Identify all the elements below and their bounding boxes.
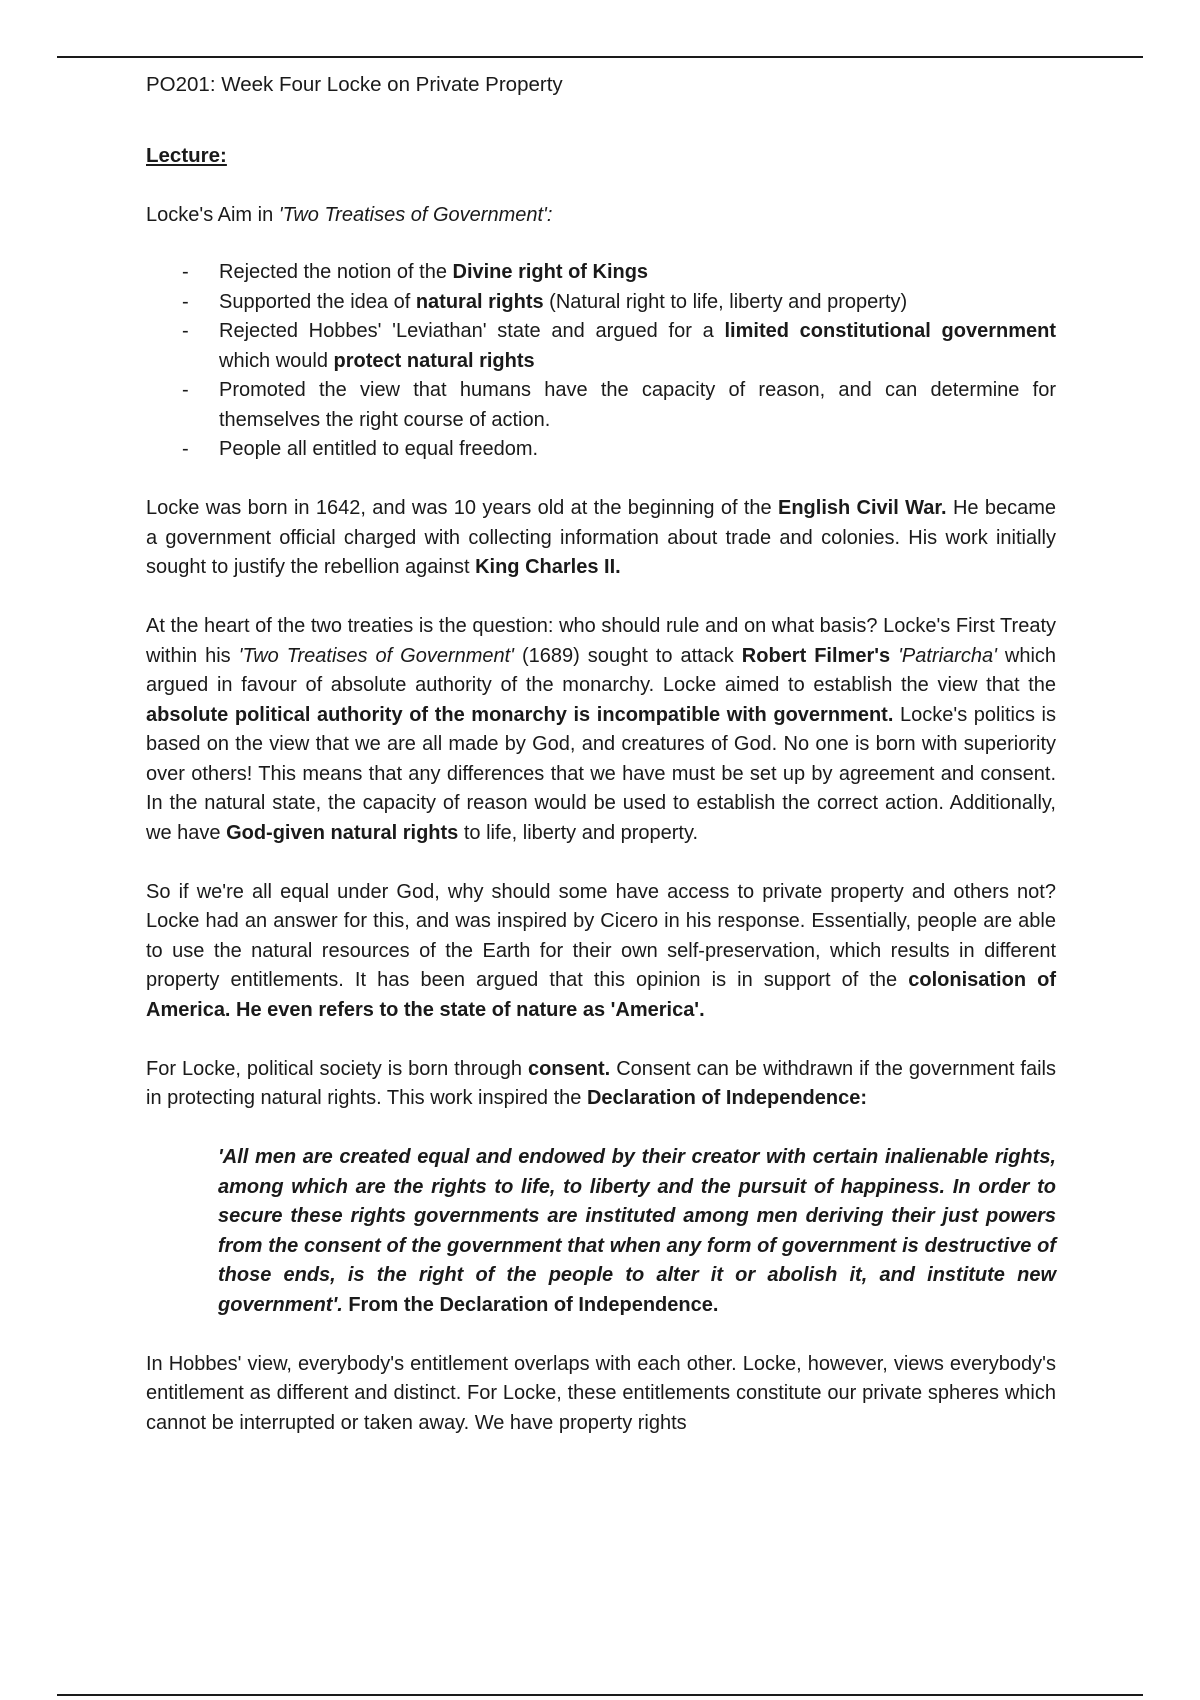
text-run: Locke's politics is based on the view that we are all made by God, and creatures of God. No one is born with superiority over others! This means that any differences that we have must be set up by agreement and consent. In the natural state, the capacity of reason would be used to establish the correct action. Additionally, we have <box>146 703 1056 844</box>
aim-work-title: 'Two Treatises of Government': <box>278 204 553 226</box>
emphasis-text: limited constitutional government <box>724 320 1056 342</box>
text-run: Locke was born in 1642, and was 10 years old at the beginning of the <box>146 497 778 519</box>
dash-bullet: - <box>182 438 189 460</box>
text-run: In Hobbes' view, everybody's entitlement overlaps with each other. Locke, however, views everybody's entitlement as different and distinct. For Locke, these entitlements constitute our private spheres which cannot be interrupted or taken away. We have property rights <box>146 1352 1056 1434</box>
aims-list-item <box>146 288 1056 318</box>
aims-list-item-text <box>219 320 1056 372</box>
paragraph-consent <box>146 1055 1056 1114</box>
text-run: Promoted the view that humans have the capacity of reason, and can determine for themselves the right course of action. <box>219 379 1056 431</box>
italic-text: 'All men are created equal and endowed by their creator with certain inalienable rights, among which are the rights to life, to liberty and the pursuit of happiness. In order to secure these rights governments are instituted among men deriving their just powers from the consent of the government that when any form of government is destructive of those ends, is the right of the people to alter it or abolish it, and institute new government'. <box>218 1146 1056 1316</box>
aims-list-item-text <box>219 379 1056 431</box>
emphasis-text: consent. <box>527 1057 611 1080</box>
text-run: Rejected the notion of the <box>219 261 453 283</box>
dash-bullet: - <box>182 379 189 401</box>
paragraph-equality <box>146 878 1056 1026</box>
paragraph-two-treatises <box>146 612 1056 848</box>
declaration-quote <box>218 1143 1056 1320</box>
text-run: So if we're all equal under God, why should some have access to private property and others not? Locke had an answer for this, and was inspired by Cicero in his response. Essentially, people are able to use the natural resources of the Earth for their own self-preservation, which results in different property entitlements. It has been argued that this opinion is in support of the <box>146 880 1056 991</box>
dash-bullet: - <box>182 320 189 342</box>
document-title: PO201: Week Four Locke on Private Property <box>146 73 563 96</box>
aims-list-item <box>146 317 1056 376</box>
aims-list-item-text <box>219 261 648 283</box>
emphasis-text: King Charles II. <box>475 556 621 578</box>
text-run: Supported the idea of <box>219 290 416 313</box>
emphasis-text: God-given natural rights <box>226 821 459 844</box>
italic-text: 'Two Treatises of Government' <box>238 644 515 667</box>
text-run: People all entitled to equal freedom. <box>219 438 539 460</box>
text-run: which argued in favour of absolute authority of the monarchy. Locke aimed to establish the view that the <box>146 644 1057 696</box>
text-run: At the heart of the two treaties is the question: who should rule and on what basis? Locke's First Treaty within his <box>146 615 1056 667</box>
aims-list-item <box>146 376 1056 435</box>
text-run: (Natural right to life, liberty and property) <box>543 290 908 313</box>
aim-line <box>146 200 1056 230</box>
aims-list-item <box>146 258 1056 288</box>
section-heading: Lecture: <box>146 144 227 167</box>
emphasis-text: protect natural rights <box>333 349 535 372</box>
aim-lead: Locke's Aim in <box>146 204 279 226</box>
dash-bullet: - <box>182 261 189 283</box>
text-run: For Locke, political society is born through <box>146 1057 528 1080</box>
paragraph-birth <box>146 494 1056 583</box>
emphasis-text: Declaration of Independence: <box>586 1087 868 1109</box>
text-run: Rejected Hobbes' 'Leviathan' state and argued for a <box>219 320 725 342</box>
text-run: which would <box>219 349 334 372</box>
aims-list-item-text <box>219 291 907 313</box>
text-run: He became a government official charged with collecting information about trade and colonies. His work initially sought to justify the rebellion against <box>146 497 1056 578</box>
aims-list <box>146 258 1056 465</box>
text-run: to life, liberty and property. <box>458 821 699 844</box>
emphasis-text: Robert Filmer's <box>741 644 891 667</box>
emphasis-text: Divine right of Kings <box>452 261 649 283</box>
aims-list-item <box>146 435 1056 465</box>
aims-list-item-text <box>219 438 538 460</box>
italic-text: 'Patriarcha' <box>898 644 997 667</box>
emphasis-text: English Civil War. <box>778 497 947 519</box>
paragraph-hobbes <box>146 1350 1056 1439</box>
bottom-rule <box>57 1694 1143 1696</box>
text-run: Consent can be withdrawn if the government fails in protecting natural rights. This work inspired the <box>146 1057 1056 1109</box>
document-page <box>146 70 1056 1438</box>
top-rule <box>57 56 1143 58</box>
dash-bullet: - <box>182 290 189 313</box>
emphasis-text: absolute political authority of the monarchy is incompatible with government. <box>146 703 894 726</box>
text-run <box>890 645 898 667</box>
text-run: From the Declaration of Independence. <box>342 1293 719 1316</box>
emphasis-text: natural rights <box>415 290 544 313</box>
emphasis-text: colonisation of America. He even refers to the state of nature as 'America'. <box>146 969 1056 1021</box>
text-run: (1689) sought to attack <box>514 644 742 667</box>
